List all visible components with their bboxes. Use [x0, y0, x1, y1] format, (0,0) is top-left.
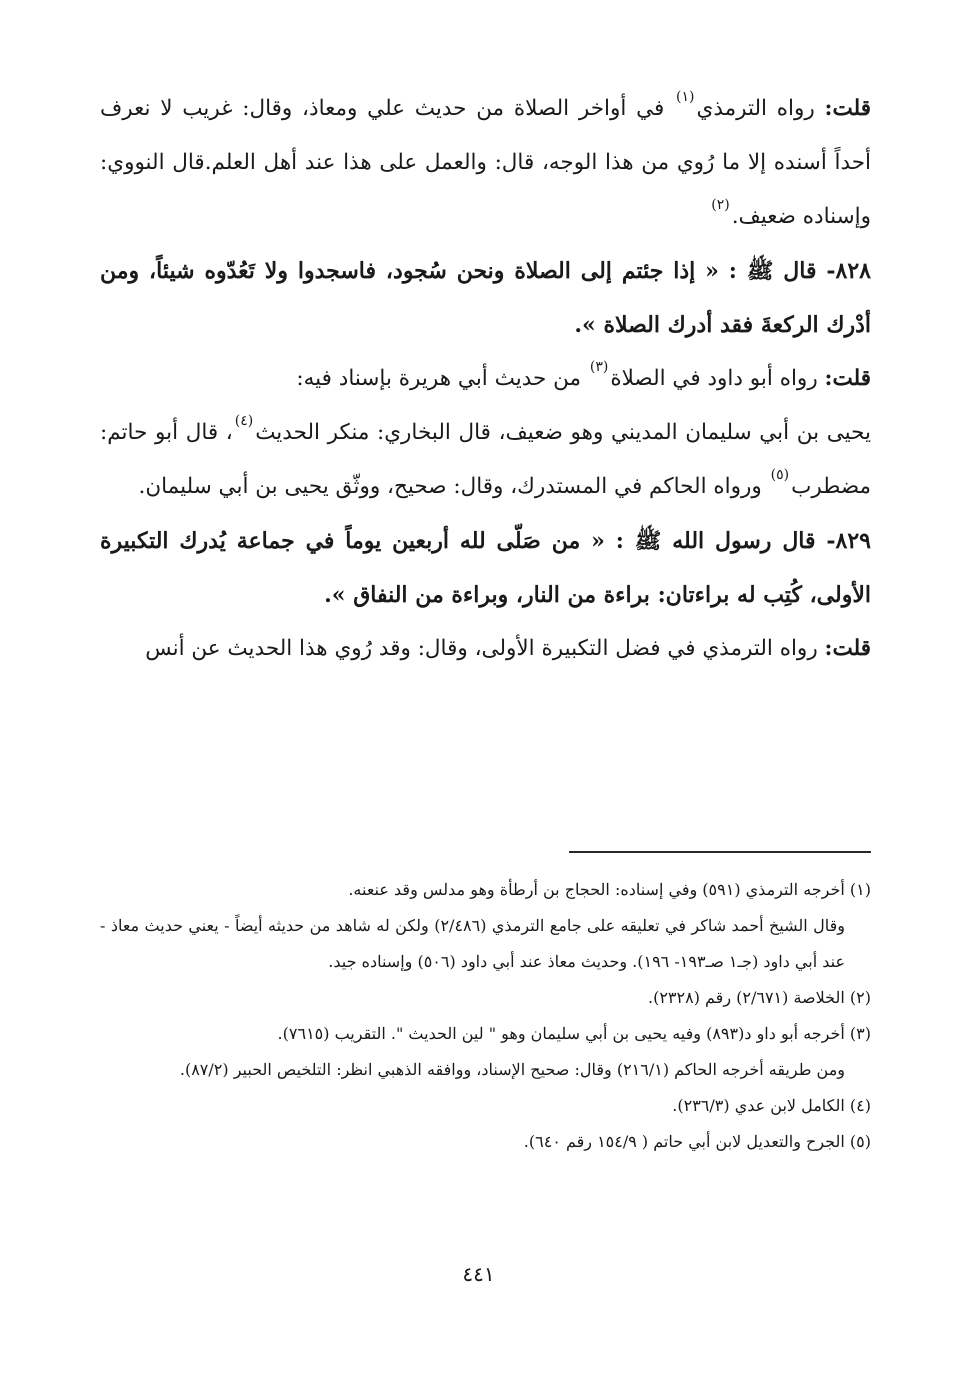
paragraph-text: رواه الترمذي [696, 96, 815, 121]
footnote-4: (٤) الكامل لابن عدي (٢٣٦/٣). [672, 1096, 871, 1115]
qult-label: قلت: [824, 96, 871, 121]
qult-label: قلت: [824, 636, 871, 661]
footnote-5: (٥) الجرح والتعديل لابن أبي حاتم ( ١٥٤/٩ رقم ٦٤٠). [523, 1132, 871, 1151]
footnote-3: (٣) أخرجه أبو داو د(٨٩٣) وفيه يحيى بن أبي سليمان وهو " لين الحديث ". التقريب (٧٦١٥). [277, 1024, 871, 1043]
footnote-1: (١) أخرجه الترمذي (٥٩١) وفي إسناده: الحجاج بن أرطأة وهو مدلس وقد عنعنه. [348, 880, 871, 899]
footnote-ref-5[interactable]: (٥) [770, 467, 790, 483]
paragraph-text: رواه أبو داود في الصلاة [610, 366, 818, 391]
footnote-3-continued: ومن طريقه أخرجه الحاكم (٢١٦/١) وقال: صحيح الإسناد، ووافقه الذهبي انظر: التلخيص الحبير (٨٧/٢). [179, 1060, 845, 1079]
paragraph-tirmidhi-takbir-note [100, 622, 871, 676]
paragraph-abu-dawud-note [100, 352, 871, 406]
hadith-828: ٨٢٨- قال ﷺ : « إذا جئتم إلى الصلاة ونحن سُجود، فاسجدوا ولا تَعُدّوه شيئاً، ومن أدْرك الركعةَ فقد أدرك الصلاة ». [100, 258, 871, 338]
page-number: ٤٤١ [462, 1262, 495, 1286]
qult-label: قلت: [824, 366, 871, 391]
paragraph-text: يحيى بن أبي سليمان المديني وهو ضعيف، قال البخاري: منكر الحديث [255, 420, 871, 445]
paragraph-text: من حديث أبي هريرة بإسناد فيه: [296, 366, 582, 391]
footnote-ref-4[interactable]: (٤) [234, 413, 254, 429]
paragraph-text: ورواه الحاكم في المستدرك، وقال: صحيح، ووثّق يحيى بن أبي سليمان. [138, 474, 762, 499]
footnote-2: (٢) الخلاصة (٢/٦٧١) رقم (٢٣٢٨). [647, 988, 871, 1007]
footnote-1-continued: وقال الشيخ أحمد شاكر في تعليقه على جامع الترمذي (٢/٤٨٦) ولكن له شاهد من حديثه أيضاً - يعني حديث معاذ - عند أبي داود (جـ١ صـ١٩٣- ١٩٦). وحديث معاذ عند أبي داود (٥٠٦) وإسناده جيد. [100, 916, 845, 971]
hadith-829: ٨٢٩- قال رسول الله ﷺ : « من صَلّى لله أربعين يوماً في جماعة يُدرك التكبيرة الأولى، كُتِب له براءتان: براءة من النار، وبراءة من النفاق ». [100, 528, 871, 608]
paragraph-narrator-note [100, 406, 871, 514]
page-body [100, 82, 871, 676]
footnote-ref-1[interactable]: (١) [676, 89, 695, 105]
footnote-ref-2[interactable]: (٢) [711, 197, 730, 213]
footnote-divider [569, 851, 871, 853]
paragraph-text: رواه الترمذي في فضل التكبيرة الأولى، وقال: وقد رُوي هذا الحديث عن أنس [145, 636, 818, 661]
paragraph-tirmidhi-note [100, 82, 871, 244]
paragraph-text: في أواخر الصلاة من حديث علي ومعاذ، وقال: غريب لا نعرف أحداً أسنده إلا ما رُوي من هذا الوجه، قال: والعمل على هذا عند أهل العلم.قال النووي: وإسناده ضعيف. [100, 96, 871, 229]
footnote-ref-3[interactable]: (٣) [589, 359, 609, 375]
footnotes-section [100, 872, 871, 1160]
paragraph-text: ، قال أبو حاتم: مضطرب [100, 420, 871, 499]
